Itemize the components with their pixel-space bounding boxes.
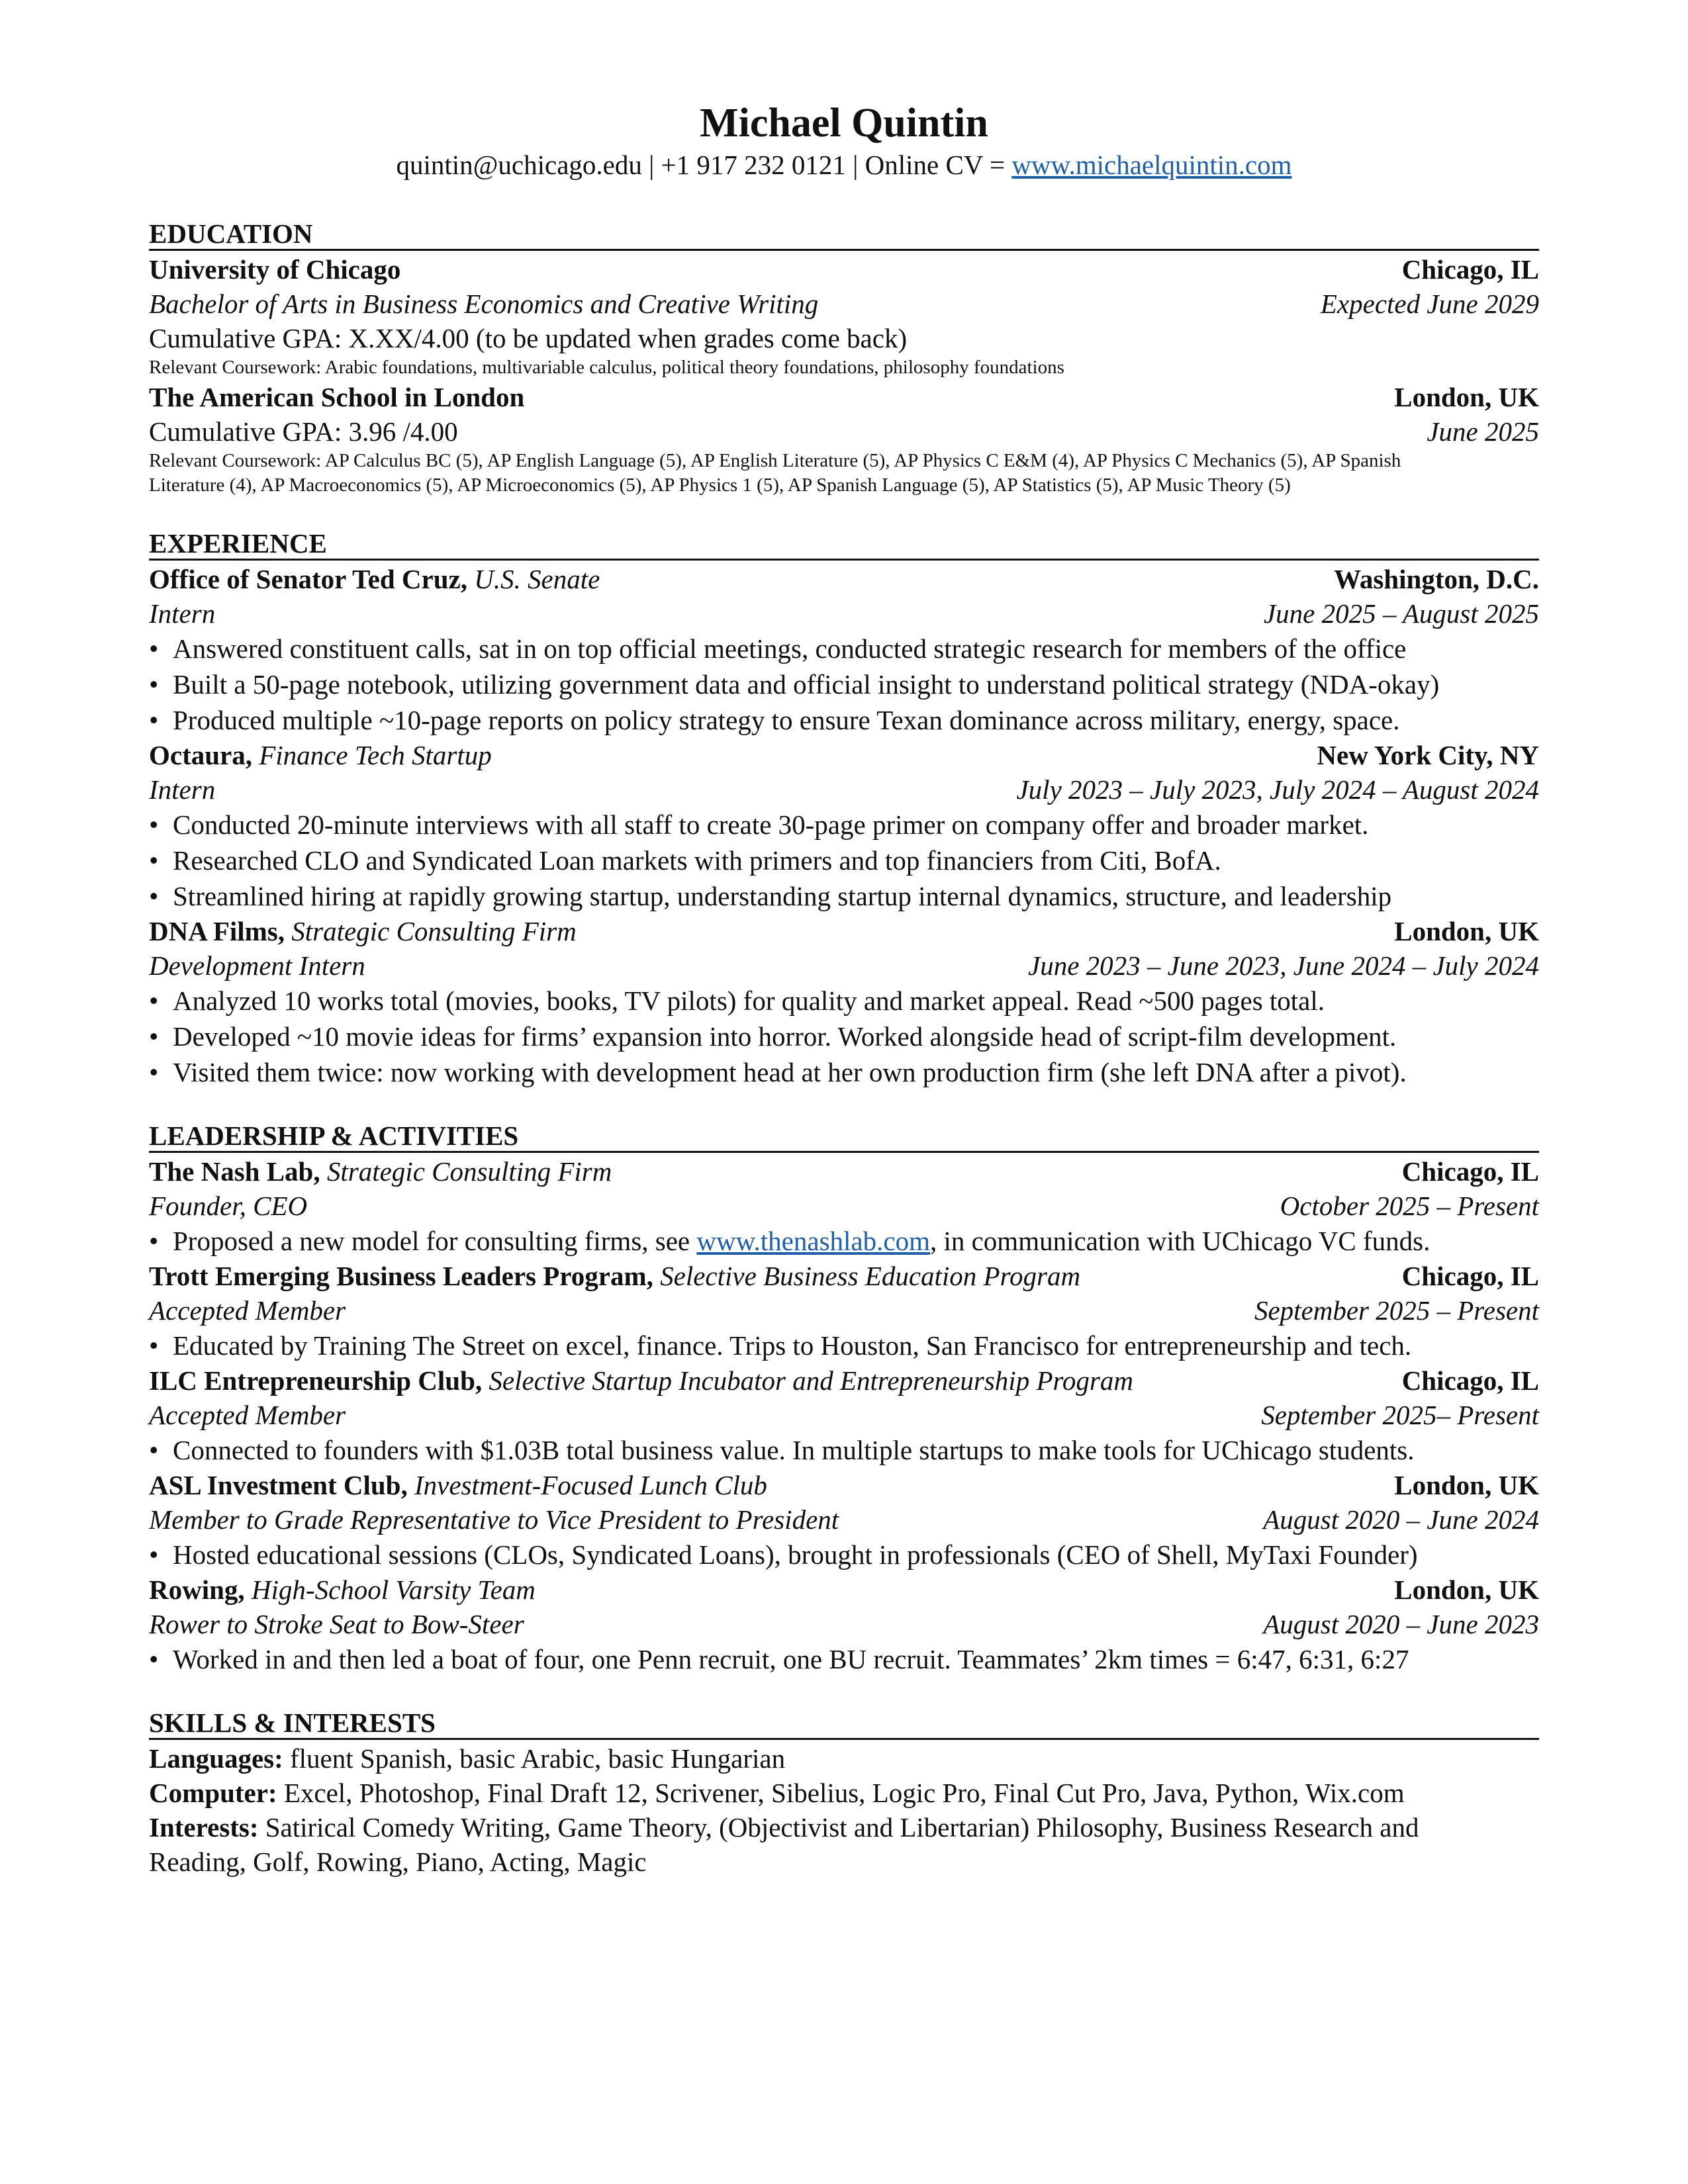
job-date: June 2023 – June 2023, June 2024 – July 2024 [1028,950,1539,981]
school-coursework: Relevant Coursework: Arabic foundations, multivariable calculus, political theory foundations, philosophy foundations [149,357,1064,378]
activity-location: Chicago, IL [1401,1261,1539,1291]
activity-org-desc: Selective Startup Incubator and Entrepreneurship Program [489,1365,1133,1396]
job-entry [149,738,1539,914]
activity-role: Member to Grade Representative to Vice President to President [149,1504,839,1535]
activity-role: Founder, CEO [149,1191,308,1221]
job-bullet: • Analyzed 10 works total (movies, books, TV pilots) for quality and market appeal. Read ~500 pages total. [149,985,1325,1016]
job-role: Development Intern [149,950,365,981]
experience-section [149,528,1539,1090]
activity-org-desc: Investment-Focused Lunch Club [414,1470,767,1500]
activity-bullet: • Hosted educational sessions (CLOs, Syndicated Loans), brought in professionals (CEO of Shell, MyTaxi Founder) [149,1539,1418,1570]
school-date: June 2025 [1427,416,1539,447]
job-bullet: • Streamlined hiring at rapidly growing startup, understanding startup internal dynamics, structure, and leadership [149,881,1392,911]
job-date: July 2023 – July 2023, July 2024 – August 2024 [1016,774,1539,805]
activity-bullet: • Connected to founders with $1.03B total business value. In multiple startups to make tools for UChicago students. [149,1435,1415,1465]
activity-role: Rower to Stroke Seat to Bow-Steer [149,1609,524,1639]
job-entry [149,914,1539,1090]
school-name: The American School in London [149,382,525,412]
activity-bullet: • Proposed a new model for consulting firms, see www.thenashlab.com, in communication with UChicago VC funds. [149,1226,1430,1256]
job-bullet: • Conducted 20-minute interviews with all staff to create 30-page primer on company offer and broader market. [149,809,1369,840]
activity-date: October 2025 – Present [1280,1191,1539,1221]
activity-org-desc: High-School Varsity Team [251,1574,536,1605]
job-org: DNA Films, [149,916,285,946]
nashlab-link[interactable]: www.thenashlab.com [696,1226,930,1256]
activity-org-desc: Strategic Consulting Firm [326,1156,612,1187]
activity-role: Accepted Member [149,1400,346,1430]
activity-date: August 2020 – June 2024 [1263,1504,1539,1535]
job-org-desc: Strategic Consulting Firm [291,916,577,946]
section-title-education: EDUCATION [149,218,1539,251]
activity-bullet: • Worked in and then led a boat of four, one Penn recruit, one BU recruit. Teammates’ 2km times = 6:47, 6:31, 6:27 [149,1644,1409,1674]
skills-computer: Computer: Excel, Photoshop, Final Draft 12, Scrivener, Sibelius, Logic Pro, Final Cut Pro, Java, Python, Wix.com [149,1778,1405,1808]
school-location: Chicago, IL [1401,254,1539,285]
contact-line [149,147,1539,183]
job-location: Washington, D.C. [1334,564,1539,594]
leadership-section [149,1120,1539,1677]
job-role: Intern [149,774,216,805]
job-bullet: • Visited them twice: now working with development head at her own production firm (she left DNA after a pivot). [149,1057,1407,1087]
job-bullet: • Built a 50-page notebook, utilizing government data and official insight to understand political strategy (NDA-okay) [149,669,1440,700]
school-degree: Bachelor of Arts in Business Economics and Creative Writing [149,289,819,319]
job-org-desc: Finance Tech Startup [259,740,492,770]
job-bullet: • Developed ~10 movie ideas for firms’ expansion into horror. Worked alongside head of script-film development. [149,1021,1397,1052]
skills-interests-cont: Reading, Golf, Rowing, Piano, Acting, Magic [149,1846,647,1877]
activity-location: Chicago, IL [1401,1365,1539,1396]
skills-interests: Interests: Satirical Comedy Writing, Game Theory, (Objectivist and Libertarian) Philosophy, Business Research and [149,1812,1419,1843]
job-location: London, UK [1394,916,1539,946]
job-bullet: • Produced multiple ~10-page reports on policy strategy to ensure Texan dominance across military, energy, space. [149,705,1400,735]
skills-languages: Languages: fluent Spanish, basic Arabic, basic Hungarian [149,1743,786,1774]
school-name: University of Chicago [149,254,401,285]
activity-entry [149,1154,1539,1259]
activity-location: London, UK [1394,1574,1539,1605]
job-date: June 2025 – August 2025 [1263,598,1539,629]
section-title-skills: SKILLS & INTERESTS [149,1707,1539,1740]
activity-date: September 2025 – Present [1254,1295,1539,1326]
education-section [149,218,1539,498]
activity-entry [149,1468,1539,1572]
school-gpa: Cumulative GPA: 3.96 /4.00 [149,416,458,447]
section-title-experience: EXPERIENCE [149,528,1539,561]
school-date: Expected June 2029 [1320,289,1539,319]
job-entry [149,562,1539,738]
job-bullet: • Researched CLO and Syndicated Loan markets with primers and top financiers from Citi, BofA. [149,845,1221,876]
activity-entry [149,1363,1539,1468]
activity-date: August 2020 – June 2023 [1263,1609,1539,1639]
job-org-desc: U.S. Senate [474,564,600,594]
activity-entry [149,1572,1539,1677]
activity-org-desc: Selective Business Education Program [660,1261,1081,1291]
school-coursework: Relevant Coursework: AP Calculus BC (5), AP English Language (5), AP English Literature (5), AP Physics C E&M (4), AP Physics C Mechanics (5), AP Spanish [149,450,1401,471]
activity-org: The Nash Lab, [149,1156,320,1187]
activity-role: Accepted Member [149,1295,346,1326]
job-location: New York City, NY [1317,740,1539,770]
section-title-leadership: LEADERSHIP & ACTIVITIES [149,1120,1539,1153]
job-org: Office of Senator Ted Cruz, [149,564,467,594]
activity-location: Chicago, IL [1401,1156,1539,1187]
school-coursework: Literature (4), AP Macroeconomics (5), AP Microeconomics (5), AP Physics 1 (5), AP Spanish Language (5), AP Statistics (5), AP Music Theory (5) [149,475,1291,496]
activity-org: Rowing, [149,1574,245,1605]
school-location: London, UK [1394,382,1539,412]
job-role: Intern [149,598,216,629]
activity-bullet: • Educated by Training The Street on excel, finance. Trips to Houston, San Francisco for entrepreneurship and tech. [149,1330,1412,1361]
activity-entry [149,1259,1539,1363]
school-entry [149,380,1539,498]
activity-location: London, UK [1394,1470,1539,1500]
activity-date: September 2025– Present [1261,1400,1539,1430]
activity-org: ASL Investment Club, [149,1470,408,1500]
skills-section [149,1707,1539,1879]
activity-org: ILC Entrepreneurship Club, [149,1365,483,1396]
job-bullet: • Answered constituent calls, sat in on top official meetings, conducted strategic research for members of the office [149,633,1407,664]
candidate-name: Michael Quintin [700,101,988,146]
job-org: Octaura, [149,740,252,770]
school-entry [149,252,1539,380]
contact-details: quintin@uchicago.edu | +1 917 232 0121 | Online CV = [396,150,1012,180]
activity-org: Trott Emerging Business Leaders Program, [149,1261,653,1291]
cv-link[interactable]: www.michaelquintin.com [1011,150,1292,180]
school-gpa: Cumulative GPA: X.XX/4.00 (to be updated when grades come back) [149,323,908,353]
